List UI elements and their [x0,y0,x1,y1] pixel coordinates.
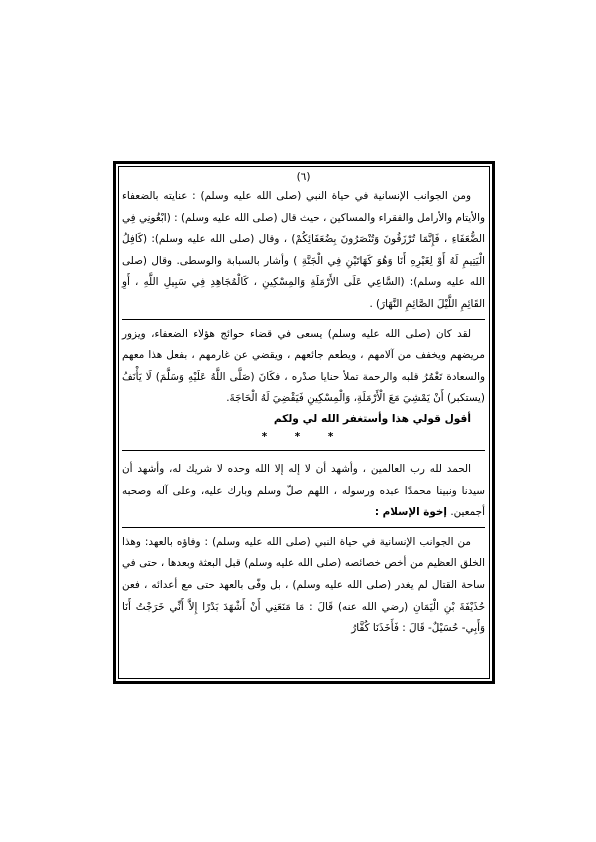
page-content [122,168,485,640]
section-divider [122,319,485,320]
paragraph-4: من الجوانب الإنسانية في حياة النبي (صلى الله عليه وسلم) : وفاؤه بالعهد: وهذا الخلق العظيم من أخص خصائصه (صلى الله عليه وسلم) قبل البعثة وبعدها ، حتى في ساحة القتال لم يغدر (صلى الله عليه وسلم) ، بل وفّى بالعهد حتى مع أعدائه ، فعن حُذَيْفَةَ بْنِ الْيَمَانِ (رضي الله عنه) قَالَ : مَا مَنَعَنِي أَنْ أَشْهَدَ بَدْرًا إِلاَّ أَنِّي خَرَجْتُ أَنَا وَأَبِي- حُسَيْلٌ- قَالَ : فَأَخَذَنَا كُفَّارُ [122,535,485,635]
closing-line: أقول قولي هذا وأستغفر الله لي ولكم [273,412,471,425]
paragraph-2: لقد كان (صلى الله عليه وسلم) يسعى في قضاء حوائج هؤلاء الضعفاء، ويزور مريضهم ويخفف من آلامهم ، ويطعم جائعهم ، ويقضي عن غارمهم ، بفعل هذا معهم والسعادة تَغْمُرُ قلبه والرحمة تملأ حنايا صدْره ، فكَانَ (صَلَّى اللَّهُ عَلَيْهِ وَسَلَّمَ) لَا يَأْنَفُ (يستكبر) أَنْ يَمْشِيَ مَعَ الْأَرْمَلَةِ، وَالْمِسْكِينِ فَيَقْضِيَ لَهُ الْحَاجَةَ. [122,327,485,405]
stars-separator: * * * [261,430,346,443]
paragraph-1: ومن الجوانب الإنسانية في حياة النبي (صلى الله عليه وسلم) : عنايته بالضعفاء والأيتام والأرامل والفقراء والمساكين ، حيث قال (صلى الله عليه وسلم) : (ابْغُونِي فِي الضُّعَفَاءِ ، فَإِنَّمَا تُرْزَقُونَ وَتُنْصَرُونَ بِضُعَفَائِكُمْ) ، وقال (صلى الله عليه وسلم): (كَافِلُ الْيَتِيمِ لَهُ أَوْ لِغَيْرِهِ أَنَا وَهُوَ كَهَاتَيْنِ فِي الْجَنَّةِ ) وأشار بالسبابة والوسطى. وقال (صلى الله عليه وسلم): (السَّاعِي عَلَى الأَرْمَلَةِ وَالمِسْكِينِ ، كَالْمُجَاهِدِ فِي سَبِيلِ اللَّهِ ، أَوِ القَائِمِ اللَّيْلَ الصَّائِمِ النَّهَارَ) . [122,190,485,310]
page-number: (٦) [296,171,311,183]
paragraph-3 [122,459,485,524]
paragraph-3-text: الحمد لله رب العالمين ، وأشهد أن لا إله إلا الله وحده لا شريك له، وأشهد أن سيدنا ونبينا محمدًا عبده ورسوله ، اللهم صلّ وسلم وبارك عليه، وعلى آله وصحبه أجمعين. [122,462,485,519]
section-divider-3 [122,527,485,528]
ikhwat-label: إخوة الإسلام : [374,506,447,519]
section-divider-2 [122,450,485,451]
